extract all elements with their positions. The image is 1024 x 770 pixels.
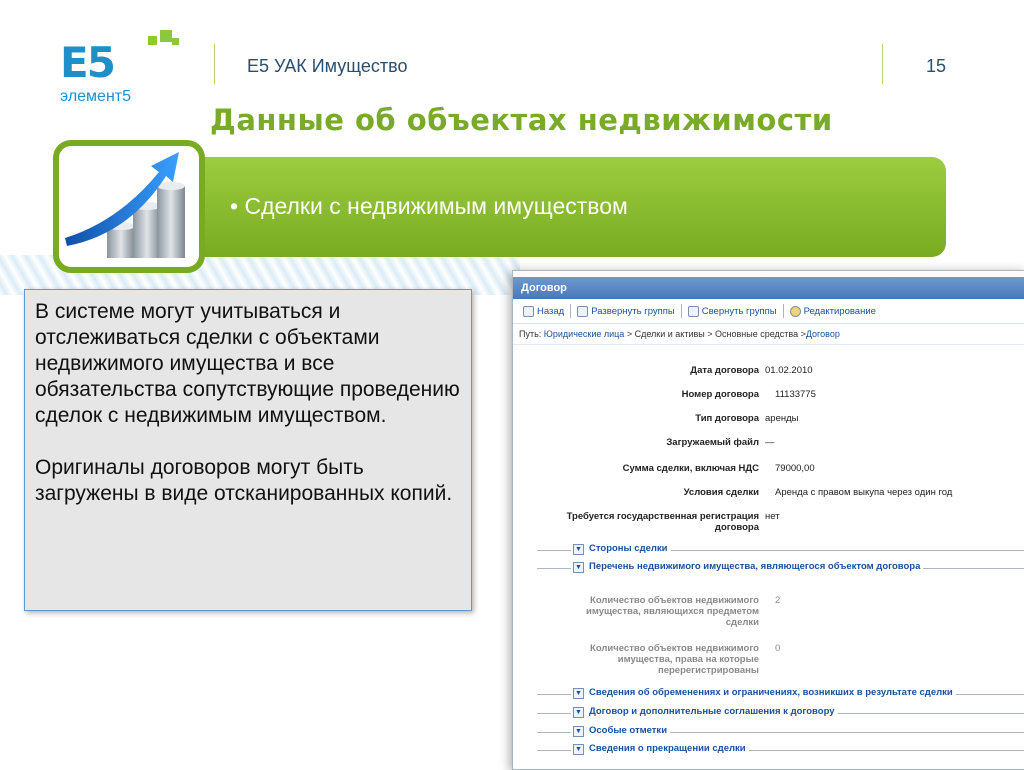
chevron-down-icon: ▼ [573, 726, 584, 737]
description-paragraph: В системе могут учитываться и отслеживаться сделки с объектами недвижимого имущества и все обязательства сопутствующие проведению сделок с недвижимым имуществом. [35, 300, 460, 427]
chevron-down-icon: ▼ [573, 562, 584, 573]
edit-label: Редактирование [803, 305, 876, 317]
field-label: Количество объектов недвижимого имущества, являющихся предметом сделки [585, 595, 759, 628]
chevron-down-icon: ▼ [573, 688, 584, 699]
collapse-groups-button[interactable] [682, 306, 783, 317]
section-label: Перечень недвижимого имущества, являющегося объектом договора [589, 561, 923, 572]
field-value: Аренда с правом выкупа через один год [775, 487, 953, 498]
chevron-down-icon: ▼ [573, 744, 584, 755]
banner-text: Сделки с недвижимым имуществом [244, 193, 628, 219]
description-box [24, 289, 472, 611]
logo-text: элемент5 [60, 88, 132, 105]
description-paragraph: Оригиналы договоров могут быть загружены в виде отсканированных копий. [35, 456, 453, 505]
section-line [537, 568, 571, 569]
expand-label: Развернуть группы [591, 305, 675, 317]
banner-bullet: • Сделки с недвижимым имуществом [230, 193, 628, 219]
section-label: Сведения о прекращении сделки [589, 743, 749, 754]
field-value: 79000,00 [775, 463, 815, 474]
breadcrumb-item[interactable]: Юридические лица [543, 329, 625, 339]
section-special-notes[interactable] [513, 725, 1024, 739]
breadcrumb-item[interactable]: Договор [805, 329, 840, 339]
field-label: Условия сделки [683, 487, 759, 498]
logo-square [148, 36, 157, 45]
section-termination[interactable] [513, 743, 1024, 757]
field-label: Тип договора [695, 413, 759, 424]
section-line [537, 713, 571, 714]
section-label: Особые отметки [589, 725, 670, 736]
back-label: Назад [537, 305, 565, 317]
field-label: Загружаемый файл [666, 437, 759, 448]
header-divider [882, 44, 883, 84]
logo-square [172, 38, 179, 45]
contract-form-screenshot [512, 270, 1024, 770]
chevron-down-icon: ▼ [573, 544, 584, 555]
logo-mark: E5 [60, 38, 114, 87]
field-label: Сумма сделки, включая НДС [622, 463, 759, 474]
field-label: Требуется государственная регистрация договора [566, 511, 759, 533]
section-parties[interactable] [513, 543, 1024, 557]
logo-square [160, 30, 172, 42]
edit-button[interactable] [784, 306, 882, 317]
toolbar [513, 299, 1024, 324]
field-value: нет [765, 511, 780, 522]
window-title: Договор [513, 277, 1024, 299]
header-divider [214, 44, 215, 84]
field-label: Количество объектов недвижимого имущества, права на которые перерегистрированы [590, 643, 759, 676]
field-value: 2 [775, 595, 781, 606]
expand-icon [577, 306, 588, 317]
breadcrumb-item[interactable]: Сделки и активы [634, 329, 705, 339]
chevron-down-icon: ▼ [573, 707, 584, 718]
field-label: Дата договора [690, 365, 759, 376]
logo [60, 30, 190, 110]
slide-title: Данные об объектах недвижимости [210, 103, 833, 137]
growth-chart-coins-icon [53, 140, 205, 273]
field-label: Номер договора [681, 389, 759, 400]
section-line [537, 732, 571, 733]
field-value: аренды [765, 413, 799, 424]
section-line [537, 550, 571, 551]
field-value: 0 [775, 643, 781, 654]
breadcrumb-item[interactable]: Основные средства [715, 329, 799, 339]
section-line [537, 750, 571, 751]
edit-icon [790, 306, 801, 317]
collapse-label: Свернуть группы [701, 305, 777, 317]
collapse-icon [688, 306, 699, 317]
expand-groups-button[interactable] [571, 306, 681, 317]
back-arrow-icon [523, 306, 534, 317]
header-title: Е5 УАК Имущество [247, 56, 408, 76]
field-value: — [765, 437, 775, 448]
breadcrumb-prefix: Путь: [519, 329, 542, 339]
page-number: 15 [926, 56, 947, 76]
field-value: 01.02.2010 [765, 365, 813, 376]
section-line [537, 694, 571, 695]
section-agreements[interactable] [513, 706, 1024, 720]
section-label: Договор и дополнительные соглашения к договору [589, 706, 838, 717]
section-encumbrances[interactable] [513, 687, 1024, 701]
field-value: 11133775 [775, 389, 816, 400]
back-button[interactable] [517, 306, 570, 317]
section-label: Стороны сделки [589, 543, 671, 554]
section-label: Сведения об обременениях и ограничениях, возникших в результате сделки [589, 687, 956, 698]
section-property-list[interactable] [513, 561, 1024, 575]
breadcrumb: Путь: Юридические лица > Сделки и активы > Основные средства >Договор [513, 324, 1024, 345]
